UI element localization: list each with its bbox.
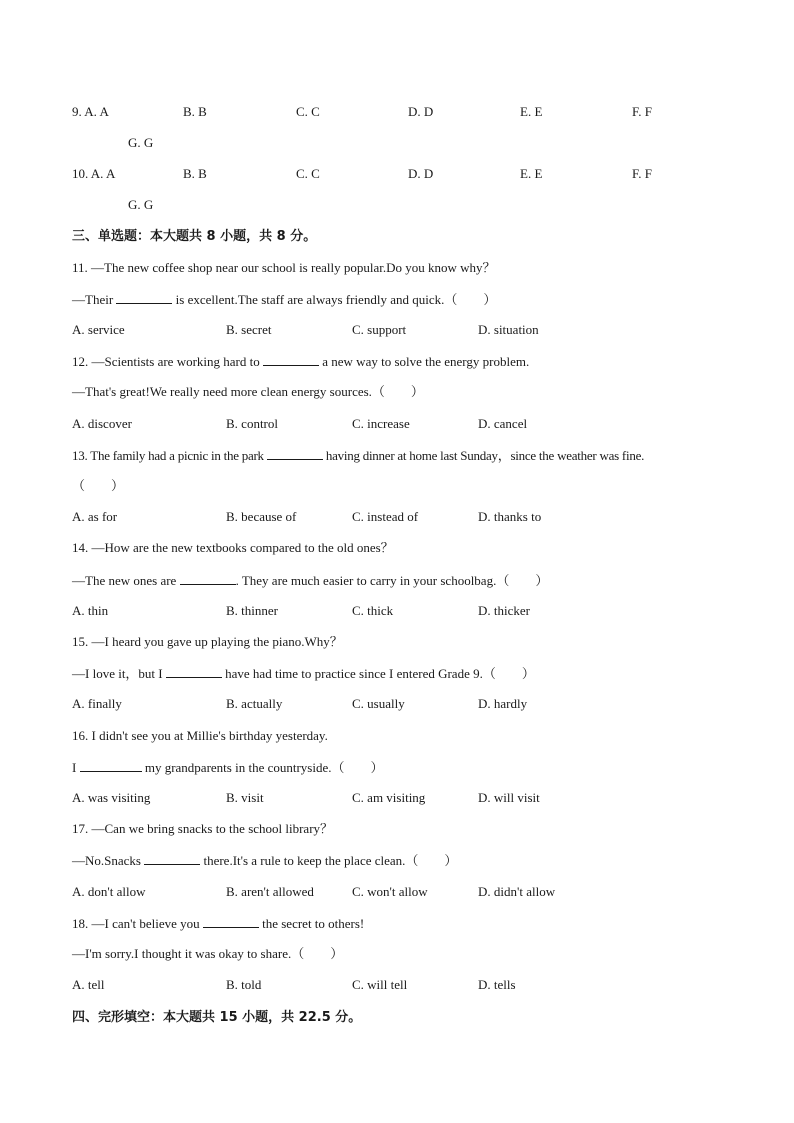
- q13-line-1: [72, 447, 644, 464]
- q15-option-a: A. finally: [72, 696, 122, 711]
- q15-text: have had time to practice since I entered Grade 9.（ ）: [221, 666, 535, 681]
- q11-line-1: [72, 260, 496, 276]
- q10-option-c: C. C: [296, 166, 320, 181]
- q17-text: —No.Snacks: [72, 853, 145, 868]
- q18-text: 18. —I can't believe you: [72, 916, 203, 931]
- q16-line-2: [72, 759, 384, 776]
- q14-text: . They are much easier to carry in your schoolbag.（ ）: [235, 573, 549, 588]
- q10-option-g: G. G: [128, 197, 154, 212]
- q13-option-d: D. thanks to: [478, 509, 542, 524]
- q14-text: 14. —How are the new textbooks compared to the old ones？: [72, 540, 394, 555]
- q16-text: 16. I didn't see you at Millie's birthday yesterday.: [72, 728, 328, 743]
- q11-option-a: A. service: [72, 322, 125, 337]
- q10-option-e: E. E: [520, 166, 543, 181]
- q13-line-2: [72, 478, 124, 494]
- q13-option-c: C. instead of: [352, 509, 419, 524]
- answer-blank: [166, 665, 222, 678]
- q15-text: —I love it，but I: [72, 666, 166, 681]
- q15-option-c: C. usually: [352, 696, 405, 711]
- q14-text: —The new ones are: [72, 573, 180, 588]
- q16-option-b: B. visit: [226, 790, 264, 805]
- q10-option-b: B. B: [183, 166, 207, 181]
- q9-option-g: G. G: [128, 135, 154, 150]
- q16-text: I: [72, 760, 80, 775]
- answer-blank: [116, 291, 172, 304]
- q14-option-b: B. thinner: [226, 603, 278, 618]
- q9-label: 9. A. A: [72, 104, 109, 119]
- q16-line-1: [72, 728, 328, 744]
- q14-option-a: A. thin: [72, 603, 109, 618]
- q13-text: 13. The family had a picnic in the park: [72, 448, 267, 463]
- q12-option-b: B. control: [226, 416, 278, 431]
- answer-blank: [80, 759, 142, 772]
- q11-option-d: D. situation: [478, 322, 539, 337]
- q15-line-2: [72, 665, 535, 682]
- q17-line-2: [72, 852, 457, 869]
- q17-option-a: A. don't allow: [72, 884, 146, 899]
- q11-option-b: B. secret: [226, 322, 272, 337]
- q9-option-f: F. F: [632, 104, 652, 119]
- q18-line-2: [72, 946, 343, 962]
- q17-text: 17. —Can we bring snacks to the school library？: [72, 821, 334, 836]
- q18-option-c: C. will tell: [352, 977, 408, 992]
- q10-option-d: D. D: [408, 166, 434, 181]
- q10-label: 10. A. A: [72, 166, 116, 181]
- q18-option-d: D. tells: [478, 977, 516, 992]
- q13-option-a: A. as for: [72, 509, 118, 524]
- q16-option-c: C. am visiting: [352, 790, 426, 805]
- q13-option-b: B. because of: [226, 509, 297, 524]
- q12-text: a new way to solve the energy problem.: [319, 354, 530, 369]
- section-heading-single-choice: 三、单选题：本大题共 8 小题，共 8 分。: [72, 229, 317, 244]
- q17-option-c: C. won't allow: [352, 884, 428, 899]
- q14-line-1: [72, 540, 394, 556]
- q15-text: 15. —I heard you gave up playing the piano.Why？: [72, 634, 343, 649]
- q18-option-a: A. tell: [72, 977, 105, 992]
- answer-blank: [267, 447, 323, 460]
- q18-option-b: B. told: [226, 977, 262, 992]
- q12-option-c: C. increase: [352, 416, 410, 431]
- q9-option-d: D. D: [408, 104, 434, 119]
- q11-text: is excellent.The staff are always friendly and quick.（ ）: [172, 292, 497, 307]
- section-heading-cloze: 四、完形填空：本大题共 15 小题，共 22.5 分。: [72, 1010, 362, 1025]
- q15-line-1: [72, 634, 343, 650]
- q14-option-d: D. thicker: [478, 603, 530, 618]
- q18-line-1: [72, 915, 364, 932]
- answer-blank: [263, 353, 319, 366]
- q10-option-f: F. F: [632, 166, 652, 181]
- q17-option-d: D. didn't allow: [478, 884, 556, 899]
- q9-option-c: C. C: [296, 104, 320, 119]
- q12-option-a: A. discover: [72, 416, 132, 431]
- q16-option-d: D. will visit: [478, 790, 540, 805]
- q11-option-c: C. support: [352, 322, 407, 337]
- q14-line-2: [72, 572, 548, 589]
- q12-text: —That's great!We really need more clean energy sources.（ ）: [72, 384, 424, 399]
- q12-text: 12. —Scientists are working hard to: [72, 354, 263, 369]
- q17-option-b: B. aren't allowed: [226, 884, 314, 899]
- q12-line-2: [72, 384, 424, 400]
- q9-option-e: E. E: [520, 104, 543, 119]
- q18-text: the secret to others!: [258, 916, 365, 931]
- q16-text: my grandparents in the countryside.（ ）: [141, 760, 384, 775]
- q12-option-d: D. cancel: [478, 416, 528, 431]
- q15-option-d: D. hardly: [478, 696, 528, 711]
- q14-option-c: C. thick: [352, 603, 394, 618]
- q13-text: （ ）: [72, 478, 125, 493]
- q18-text: —I'm sorry.I thought it was okay to share.（ ）: [72, 946, 344, 961]
- answer-blank: [180, 572, 236, 585]
- q17-line-1: [72, 821, 333, 837]
- q9-option-b: B. B: [183, 104, 207, 119]
- q11-text: —Their: [72, 292, 117, 307]
- answer-blank: [203, 915, 259, 928]
- q11-text: 11. —The new coffee shop near our school is really popular.Do you know why？: [72, 260, 496, 275]
- q12-line-1: [72, 353, 529, 370]
- answer-blank: [144, 852, 200, 865]
- q11-line-2: [72, 291, 496, 308]
- q16-option-a: A. was visiting: [72, 790, 151, 805]
- q17-text: there.It's a rule to keep the place clean.（ ）: [200, 853, 458, 868]
- q13-text: having dinner at home last Sunday，since the weather was fine.: [322, 448, 645, 463]
- q15-option-b: B. actually: [226, 696, 283, 711]
